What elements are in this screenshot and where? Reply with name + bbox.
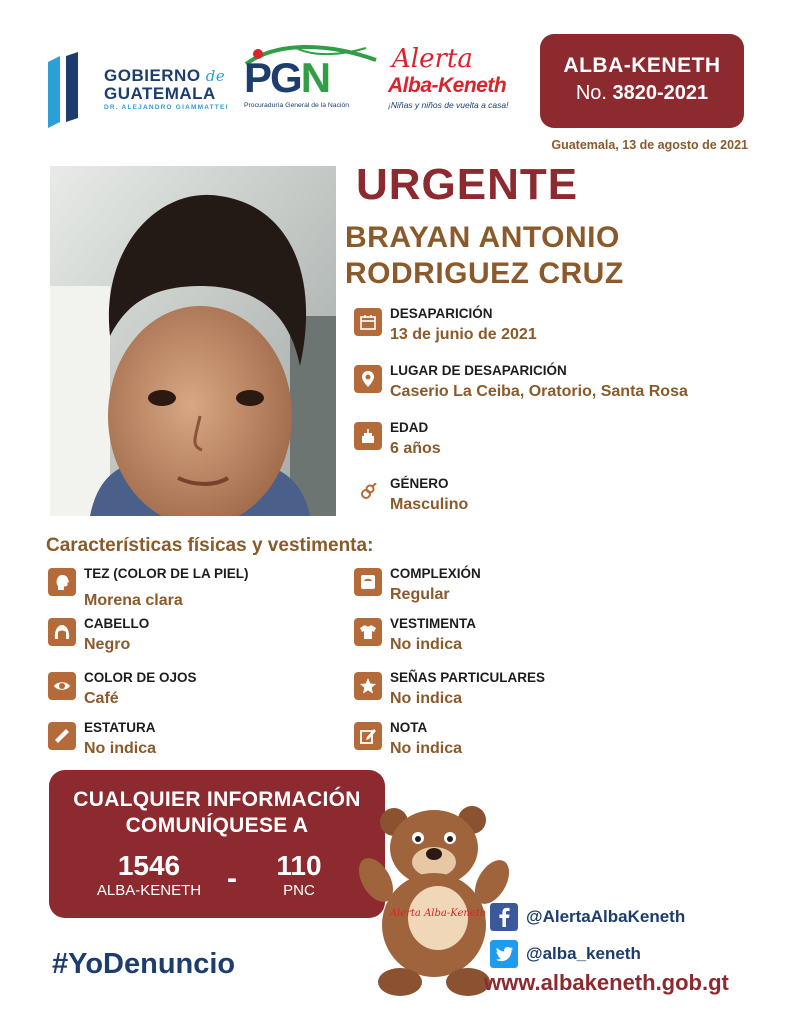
feature-clothing xyxy=(354,618,654,666)
feature-label: VESTIMENTA xyxy=(390,616,477,631)
gobierno-line1: GOBIERNO xyxy=(104,66,201,85)
head-profile-icon xyxy=(53,573,71,591)
case-number-label: No. xyxy=(575,82,607,104)
info-value: Caserio La Ceiba, Oratorio, Santa Rosa xyxy=(390,383,688,400)
scale-icon xyxy=(359,573,377,591)
feature-value: Morena clara xyxy=(84,592,183,609)
feature-skin xyxy=(48,568,348,616)
phone-alba-keneth[interactable]: 1546 xyxy=(117,850,181,881)
missing-child-photo xyxy=(50,166,336,516)
feature-hair xyxy=(48,618,348,666)
case-number xyxy=(540,82,744,105)
feature-distinguishing-marks xyxy=(354,672,654,720)
gobierno-line3: DR. ALEJANDRO GIAMMATTEI xyxy=(104,104,229,111)
calendar-icon xyxy=(359,313,377,331)
website-link[interactable]: www.albakeneth.gob.gt xyxy=(484,970,729,995)
info-label: LUGAR DE DESAPARICIÓN xyxy=(390,363,567,378)
info-disappearance-place xyxy=(354,363,744,415)
guatemala-flag-bars-icon xyxy=(48,52,94,128)
phone-separator: - xyxy=(227,862,237,895)
contact-line2: COMUNÍQUESE A xyxy=(125,814,309,837)
alerta-alba-keneth-logo xyxy=(386,44,522,116)
name-line2: RODRIGUEZ CRUZ xyxy=(345,257,624,290)
feature-value: Regular xyxy=(390,586,450,603)
urgent-title: URGENTE xyxy=(356,160,579,209)
phone-alba-keneth-label: ALBA-KENETH xyxy=(96,882,202,899)
feature-label: NOTA xyxy=(390,720,428,735)
feature-label: COMPLEXIÓN xyxy=(390,566,481,581)
twitter-icon xyxy=(490,940,518,968)
alerta-line3: ¡Niñas y niños de vuelta a casa! xyxy=(388,100,509,110)
pgn-letter-n: N xyxy=(300,54,330,101)
contact-line1: CUALQUIER INFORMACIÓN xyxy=(73,788,361,811)
info-age xyxy=(354,420,744,472)
contact-info-box xyxy=(49,770,385,918)
location-pin-icon xyxy=(359,370,377,388)
pgn-subtitle: Procuraduría General de la Nación xyxy=(244,102,350,109)
feature-build xyxy=(354,568,654,616)
note-edit-icon xyxy=(359,727,377,745)
feature-value: Café xyxy=(84,690,119,707)
eye-icon xyxy=(53,677,71,695)
info-label: GÉNERO xyxy=(390,476,449,491)
twitter-handle: @alba_keneth xyxy=(526,944,641,963)
info-value: 6 años xyxy=(390,440,441,457)
case-title: ALBA-KENETH xyxy=(563,54,721,77)
gender-icon xyxy=(359,483,377,501)
feature-note xyxy=(354,722,654,770)
alerta-line2: Alba-Keneth xyxy=(388,74,507,97)
child-portrait-image xyxy=(50,166,336,516)
feature-value: No indica xyxy=(390,690,463,707)
feature-value: No indica xyxy=(390,740,463,757)
info-label: EDAD xyxy=(390,420,429,435)
facebook-handle: @AlertaAlbaKeneth xyxy=(526,907,686,926)
info-gender xyxy=(354,476,744,528)
feature-label: ESTATURA xyxy=(84,720,156,735)
phone-pnc-label: PNC xyxy=(283,882,315,899)
alerta-line1: Alerta xyxy=(392,44,473,74)
feature-value: No indica xyxy=(390,636,463,653)
gobierno-guatemala-logo xyxy=(48,52,228,128)
pgn-letters: PGN xyxy=(244,54,330,101)
case-number-value: 3820-2021 xyxy=(612,82,709,104)
gobierno-de: de xyxy=(205,67,226,85)
info-label: DESAPARICIÓN xyxy=(390,306,493,321)
hashtag: #YoDenuncio xyxy=(52,948,236,980)
case-number-box xyxy=(540,34,744,128)
info-disappearance-date xyxy=(354,306,744,358)
feature-eye-color xyxy=(48,672,348,720)
feature-value: Negro xyxy=(84,636,131,653)
missing-person-name xyxy=(345,220,624,292)
name-line1: BRAYAN ANTONIO xyxy=(345,221,620,254)
birthday-cake-icon xyxy=(359,427,377,445)
shirt-icon xyxy=(359,623,377,641)
features-title: Características físicas y vestimenta: xyxy=(46,535,374,556)
twitter-link[interactable] xyxy=(490,940,750,970)
issue-date: Guatemala, 13 de agosto de 2021 xyxy=(551,138,748,152)
feature-label: SEÑAS PARTICULARES xyxy=(390,670,546,685)
feature-value: No indica xyxy=(84,740,157,757)
phone-pnc[interactable]: 110 xyxy=(276,850,322,881)
star-icon xyxy=(359,677,377,695)
gobierno-line2: GUATEMALA xyxy=(104,84,216,103)
pgn-logo xyxy=(236,44,386,116)
facebook-link[interactable] xyxy=(490,903,750,933)
facebook-icon xyxy=(490,903,518,931)
info-value: 13 de junio de 2021 xyxy=(390,326,537,343)
bear-belly-text: Alerta Alba-Keneth xyxy=(389,908,487,919)
feature-label: CABELLO xyxy=(84,616,150,631)
ruler-icon xyxy=(53,727,71,745)
hair-icon xyxy=(53,623,71,641)
info-value: Masculino xyxy=(390,496,469,513)
feature-label: TEZ (COLOR DE LA PIEL) xyxy=(84,566,249,581)
feature-height xyxy=(48,722,348,770)
feature-label: COLOR DE OJOS xyxy=(84,670,197,685)
